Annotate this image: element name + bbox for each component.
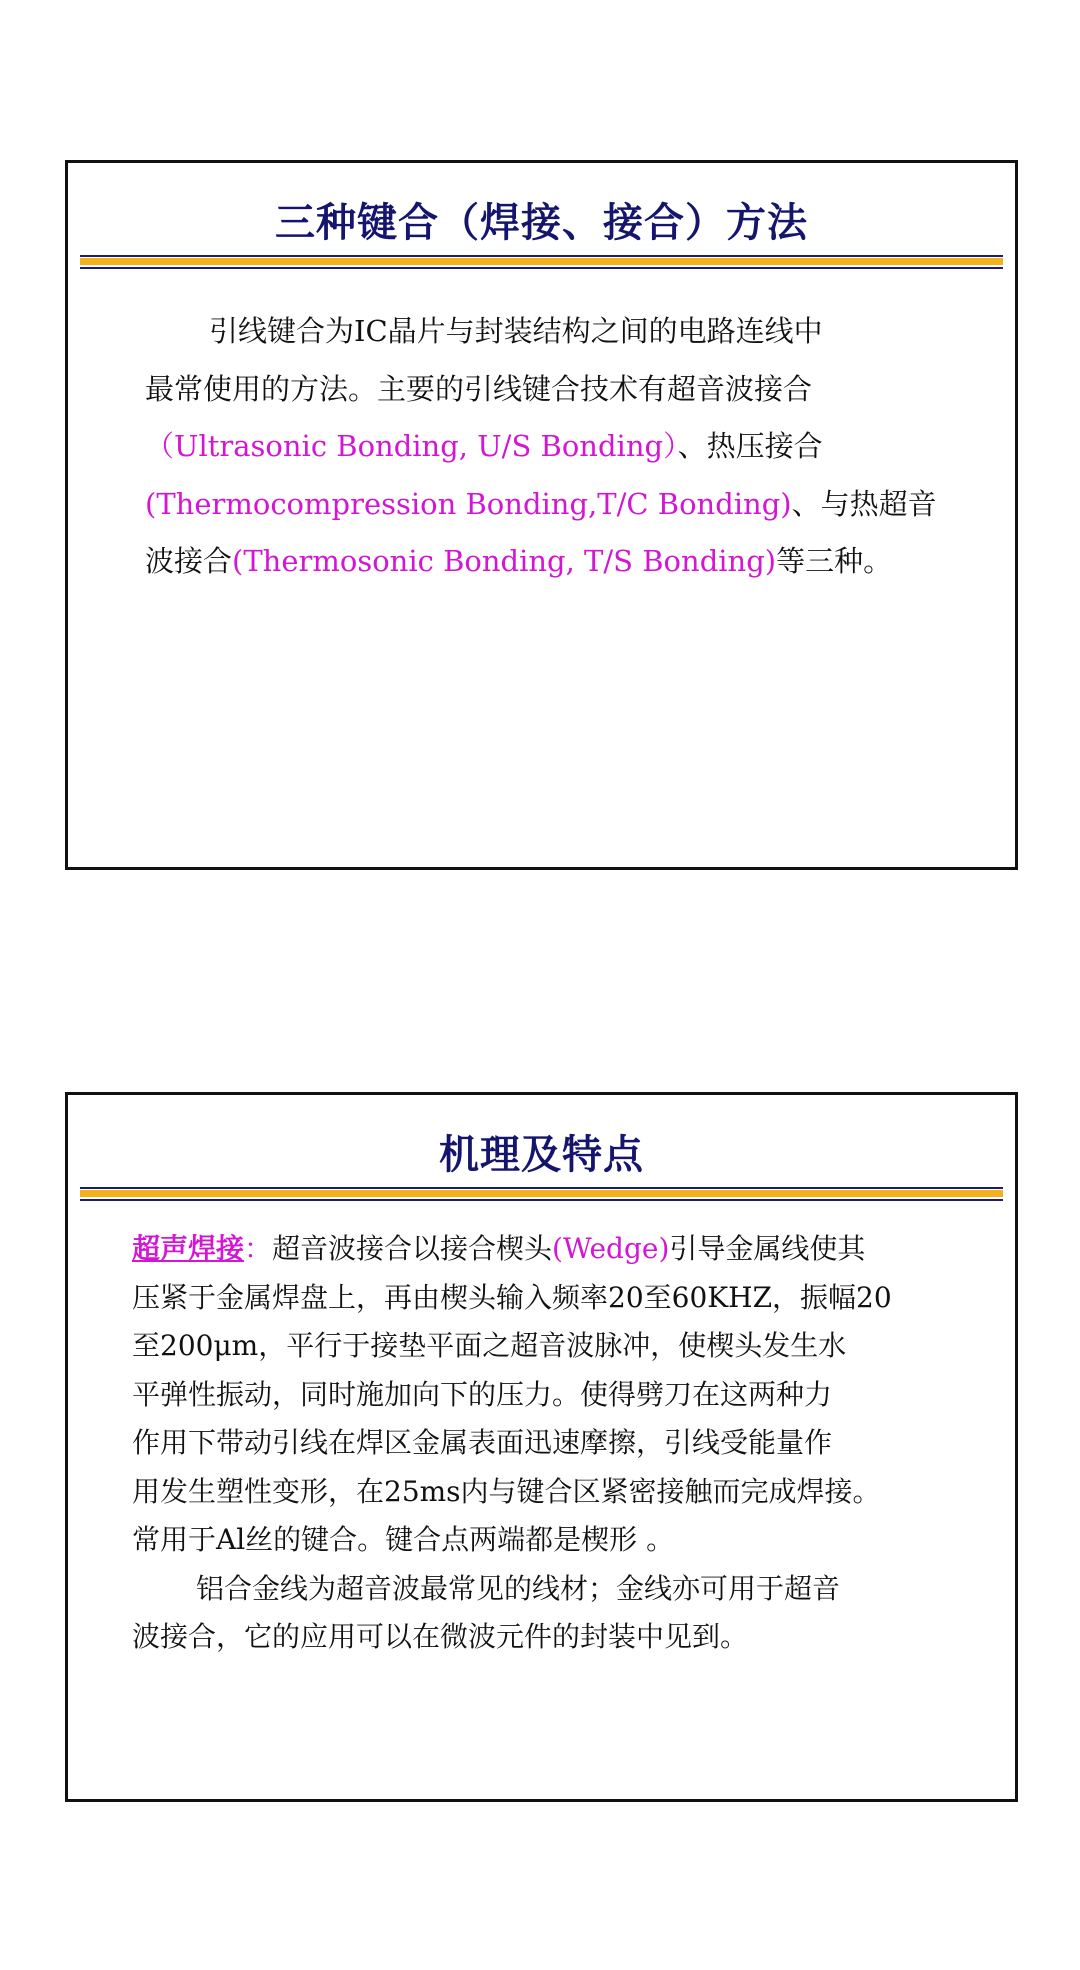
title-rule-top [80, 1187, 1003, 1189]
slide-2-title: 机理及特点 [439, 1132, 644, 1178]
text-segment: 用发生塑性变形，在25ms内与键合区紧密接触而完成焊接。 [132, 1474, 881, 1508]
highlight-text: (Wedge) [552, 1232, 670, 1265]
highlight-text: （Ultrasonic Bonding, U/S Bonding） [145, 429, 678, 463]
paragraph-line [132, 1419, 982, 1468]
text-segment: 铝合金线为超音波最常见的线材；金线亦可用于超音 [196, 1571, 841, 1605]
paragraph-line [132, 1274, 982, 1323]
paragraph-line [132, 1516, 982, 1565]
paragraph-line [132, 1225, 982, 1274]
title-rule-bottom [80, 267, 1003, 269]
lead-colon: ： [244, 1232, 273, 1265]
paragraph-line [132, 1613, 982, 1662]
text-segment: 引线键合为IC晶片与封装结构之间的电路连线中 [209, 314, 823, 348]
slide-1-body [145, 303, 975, 591]
paragraph-line [132, 1565, 982, 1614]
text-segment: 至200μm，平行于接垫平面之超音波脉冲，使楔头发生水 [132, 1329, 847, 1362]
text-segment: 最常使用的方法。主要的引线键合技术有超音波接合 [145, 371, 813, 406]
paragraph-line [145, 418, 975, 476]
text-segment: 波接合 [145, 544, 233, 578]
text-segment: 常用于Al丝的键合。键合点两端都是楔形 。 [132, 1523, 675, 1556]
slide-2-body [132, 1225, 982, 1662]
title-rule-gold [80, 258, 1003, 265]
paragraph-line [145, 303, 975, 361]
text-segment: 波接合，它的应用可以在微波元件的封装中见到。 [132, 1620, 749, 1653]
lead-label: 超声焊接 [132, 1232, 245, 1265]
text-segment: 等三种。 [776, 544, 893, 578]
title-rule-gold [80, 1190, 1003, 1197]
text-segment: 平弹性振动，同时施加向下的压力。使得劈刀在这两种力 [132, 1377, 833, 1411]
text-segment: 、与热超音 [791, 486, 937, 521]
text-segment: 作用下带动引线在焊区金属表面迅速摩擦，引线受能量作 [132, 1426, 833, 1459]
title-rule-top [80, 255, 1003, 257]
paragraph-line [132, 1371, 982, 1420]
paragraph-line [145, 476, 975, 534]
text-segment: 引导金属线使其 [669, 1232, 866, 1265]
highlight-text: (Thermocompression Bonding,T/C Bonding) [145, 486, 792, 521]
slide-1 [65, 160, 1018, 870]
paragraph-line [145, 361, 975, 419]
slide-2 [65, 1092, 1018, 1802]
text-segment: 超音波接合以接合楔头 [272, 1232, 553, 1265]
paragraph-line [132, 1468, 982, 1517]
paragraph-line [132, 1322, 982, 1371]
text-segment: 压紧于金属焊盘上，再由楔头输入频率20至60KHZ，振幅20 [132, 1280, 892, 1314]
slide-1-title: 三种键合（焊接、接合）方法 [275, 200, 808, 246]
highlight-text: (Thermosonic Bonding, T/S Bonding) [232, 544, 777, 578]
title-rule-bottom [80, 1199, 1003, 1201]
paragraph-line [145, 533, 975, 591]
text-segment: 、热压接合 [677, 429, 823, 463]
